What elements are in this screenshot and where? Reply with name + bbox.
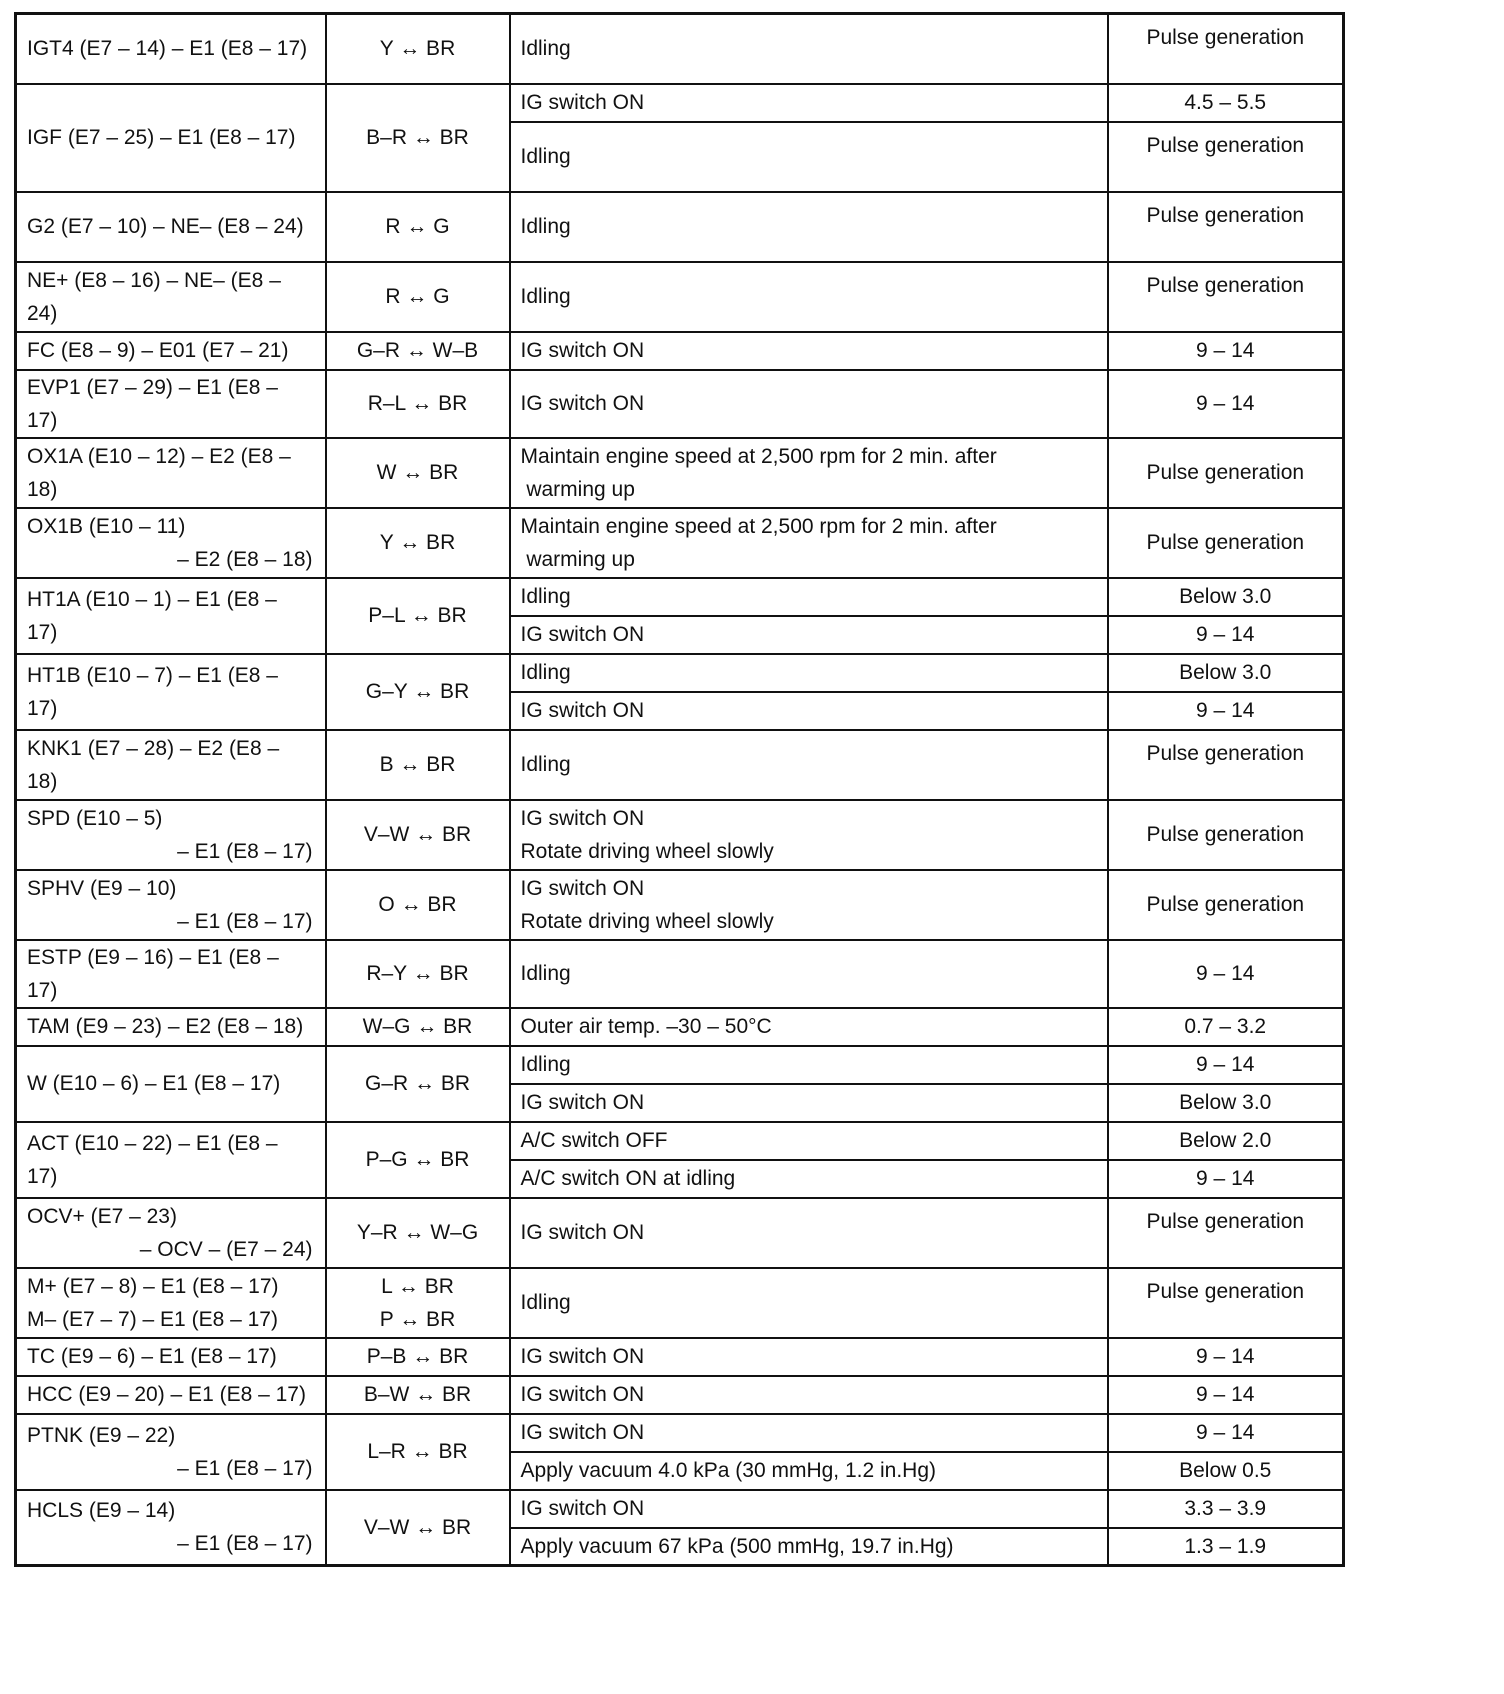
terminal-text: KNK1 (E7 – 28) – E2 (E8 – 18) xyxy=(27,736,280,793)
std-voltage-cell xyxy=(1108,1084,1344,1122)
terminal-cell xyxy=(16,1008,326,1046)
condition-cell xyxy=(510,1122,1108,1160)
terminal-text: W (E10 – 6) – E1 (E8 – 17) xyxy=(27,1072,281,1095)
terminal-cell xyxy=(16,1490,326,1566)
condition-text: IG switch ON xyxy=(520,1345,645,1368)
table-row xyxy=(16,1122,1344,1160)
condition-text: Apply vacuum 67 kPa (500 mmHg, 19.7 in.Hg) xyxy=(520,1534,954,1558)
std-voltage-text: 9 – 14 xyxy=(1196,1421,1255,1444)
condition-cell xyxy=(510,940,1108,1008)
std-voltage-cell xyxy=(1108,1376,1344,1414)
condition-text: Maintain engine speed at 2,500 rpm for 2 min. after xyxy=(520,514,997,538)
table-row xyxy=(16,800,1344,870)
std-voltage-text: 0.7 – 3.2 xyxy=(1184,1015,1267,1038)
std-voltage-cell xyxy=(1108,1268,1344,1338)
terminal-text: PTNK (E9 – 22) xyxy=(27,1423,176,1447)
std-voltage-text: 3.3 – 3.9 xyxy=(1184,1497,1267,1520)
table-row xyxy=(16,1376,1344,1414)
terminal-text: OX1B (E10 – 11) xyxy=(27,514,186,538)
condition-cell xyxy=(510,1414,1108,1452)
std-voltage-cell xyxy=(1108,1008,1344,1046)
terminal-cell xyxy=(16,1338,326,1376)
condition-cell xyxy=(510,332,1108,370)
condition-cell xyxy=(510,508,1108,578)
terminal-cell xyxy=(16,1414,326,1490)
std-voltage-text: Below 3.0 xyxy=(1179,1091,1272,1114)
wiring-color-cell xyxy=(326,940,510,1008)
wiring-color-cell xyxy=(326,508,510,578)
table-row xyxy=(16,578,1344,616)
terminal-cell xyxy=(16,192,326,262)
condition-text: IG switch ON xyxy=(520,339,645,362)
std-voltage-text: 9 – 14 xyxy=(1196,1383,1255,1406)
wiring-color-cell xyxy=(326,870,510,940)
std-voltage-text: Pulse generation xyxy=(1146,133,1305,157)
wiring-color-text: B–W ↔ BR xyxy=(363,1383,472,1406)
wiring-color-text: P–B ↔ BR xyxy=(366,1345,469,1368)
terminal-text: OX1A (E10 – 12) – E2 (E8 – xyxy=(27,444,291,468)
std-voltage-text: 9 – 14 xyxy=(1196,1167,1255,1190)
condition-text: IG switch ON xyxy=(520,1221,645,1244)
condition-cell xyxy=(510,616,1108,654)
wiring-color-text: Y ↔ BR xyxy=(379,531,456,554)
wiring-color-cell xyxy=(326,370,510,438)
condition-text: IG switch ON xyxy=(520,876,645,900)
terminal-text: – OCV – (E7 – 24) xyxy=(139,1237,313,1261)
terminal-text: OCV+ (E7 – 23) xyxy=(27,1204,177,1228)
std-voltage-cell xyxy=(1108,14,1344,84)
wiring-color-cell xyxy=(326,262,510,332)
terminal-text: 18) xyxy=(27,477,58,501)
terminal-text: EVP1 (E7 – 29) – E1 (E8 – 17) xyxy=(27,375,278,432)
wiring-color-text: P–G ↔ BR xyxy=(365,1148,470,1171)
std-voltage-text: Below 0.5 xyxy=(1179,1459,1272,1482)
condition-text: IG switch ON xyxy=(520,699,645,722)
std-voltage-cell xyxy=(1108,730,1344,800)
condition-text: Idling xyxy=(520,962,571,985)
condition-text: IG switch ON xyxy=(520,1497,645,1520)
std-voltage-cell xyxy=(1108,800,1344,870)
condition-text: Rotate driving wheel slowly xyxy=(520,839,774,863)
wiring-color-text: W ↔ BR xyxy=(376,461,459,484)
condition-cell xyxy=(510,262,1108,332)
std-voltage-cell xyxy=(1108,654,1344,692)
table-row xyxy=(16,730,1344,800)
wiring-color-cell xyxy=(326,332,510,370)
std-voltage-text: Pulse generation xyxy=(1146,273,1305,297)
terminal-cell xyxy=(16,508,326,578)
condition-text: Idling xyxy=(520,37,571,61)
condition-cell xyxy=(510,1160,1108,1198)
terminal-cell xyxy=(16,14,326,84)
terminal-text: IGF (E7 – 25) – E1 (E8 – 17) xyxy=(27,126,296,149)
terminal-text: – E2 (E8 – 18) xyxy=(177,547,313,571)
terminal-text: HCLS (E9 – 14) xyxy=(27,1499,176,1523)
table-row xyxy=(16,370,1344,438)
wiring-color-cell xyxy=(326,1338,510,1376)
std-voltage-cell xyxy=(1108,870,1344,940)
std-voltage-text: 9 – 14 xyxy=(1196,623,1255,646)
terminal-cell xyxy=(16,1046,326,1122)
condition-text: IG switch ON xyxy=(520,1091,645,1114)
std-voltage-cell xyxy=(1108,332,1344,370)
table-row xyxy=(16,508,1344,578)
std-voltage-cell xyxy=(1108,1414,1344,1452)
condition-text: A/C switch OFF xyxy=(520,1129,668,1152)
wiring-color-cell xyxy=(326,730,510,800)
wiring-color-text: G–R ↔ W–B xyxy=(356,339,479,362)
wiring-color-text: R–Y ↔ BR xyxy=(366,962,469,985)
std-voltage-text: 9 – 14 xyxy=(1196,1345,1255,1368)
condition-text: A/C switch ON at idling xyxy=(520,1167,736,1190)
condition-text: Maintain engine speed at 2,500 rpm for 2 min. after xyxy=(520,444,997,468)
condition-text: IG switch ON xyxy=(520,806,645,830)
condition-cell xyxy=(510,14,1108,84)
condition-text: Rotate driving wheel slowly xyxy=(520,909,774,933)
condition-text: IG switch ON xyxy=(520,623,645,646)
std-voltage-text: Pulse generation xyxy=(1146,203,1305,227)
terminal-text: SPHV (E9 – 10) xyxy=(27,876,177,900)
wiring-color-text: R–L ↔ BR xyxy=(367,392,468,415)
wiring-color-cell xyxy=(326,578,510,654)
table-row xyxy=(16,192,1344,262)
condition-cell xyxy=(510,1008,1108,1046)
wiring-color-text: P ↔ BR xyxy=(379,1307,456,1331)
table-row xyxy=(16,1198,1344,1268)
condition-cell xyxy=(510,692,1108,730)
terminal-cell xyxy=(16,800,326,870)
condition-cell xyxy=(510,192,1108,262)
wiring-color-text: R ↔ G xyxy=(385,215,450,238)
condition-cell xyxy=(510,800,1108,870)
condition-cell xyxy=(510,1046,1108,1084)
condition-text: Idling xyxy=(520,145,571,168)
std-voltage-text: Pulse generation xyxy=(1146,1279,1305,1303)
condition-cell xyxy=(510,1528,1108,1566)
condition-text: Idling xyxy=(520,585,571,608)
wiring-color-text: P–L ↔ BR xyxy=(368,604,467,627)
condition-text: warming up xyxy=(520,547,635,571)
terminal-cell xyxy=(16,370,326,438)
std-voltage-text: 9 – 14 xyxy=(1196,962,1255,985)
terminal-text: HCC (E9 – 20) – E1 (E8 – 17) xyxy=(27,1383,306,1406)
wiring-color-cell xyxy=(326,654,510,730)
condition-cell xyxy=(510,1490,1108,1528)
terminal-cell xyxy=(16,1376,326,1414)
condition-text: IG switch ON xyxy=(520,1383,645,1406)
table-row xyxy=(16,438,1344,508)
table-row xyxy=(16,1490,1344,1528)
terminal-cell xyxy=(16,1198,326,1268)
std-voltage-cell xyxy=(1108,1198,1344,1268)
condition-cell xyxy=(510,870,1108,940)
condition-text: Idling xyxy=(520,285,571,308)
wiring-color-text: B ↔ BR xyxy=(379,753,456,776)
std-voltage-cell xyxy=(1108,262,1344,332)
std-voltage-cell xyxy=(1108,1528,1344,1566)
terminal-text: HT1B (E10 – 7) – E1 (E8 – 17) xyxy=(27,663,278,720)
wiring-color-cell xyxy=(326,1198,510,1268)
condition-text: Idling xyxy=(520,215,571,238)
wiring-color-text: O ↔ BR xyxy=(378,893,457,916)
wiring-color-cell xyxy=(326,438,510,508)
condition-cell xyxy=(510,730,1108,800)
terminal-text: HT1A (E10 – 1) – E1 (E8 – 17) xyxy=(27,587,277,644)
std-voltage-text: Below 2.0 xyxy=(1179,1129,1272,1152)
terminal-cell xyxy=(16,332,326,370)
wiring-color-cell xyxy=(326,1122,510,1198)
std-voltage-cell xyxy=(1108,84,1344,122)
table-row xyxy=(16,84,1344,122)
condition-text: Idling xyxy=(520,661,571,684)
wiring-color-text: Y–R ↔ W–G xyxy=(356,1221,479,1244)
table-row xyxy=(16,870,1344,940)
condition-cell xyxy=(510,1268,1108,1338)
wiring-color-cell xyxy=(326,1268,510,1338)
std-voltage-text: 9 – 14 xyxy=(1196,392,1255,415)
wiring-color-text: W–G ↔ BR xyxy=(362,1015,473,1038)
terminal-text: SPD (E10 – 5) xyxy=(27,806,163,830)
table-row xyxy=(16,1338,1344,1376)
wiring-color-text: Y ↔ BR xyxy=(379,37,456,61)
terminal-cell xyxy=(16,1268,326,1338)
condition-cell xyxy=(510,1452,1108,1490)
std-voltage-text: Pulse generation xyxy=(1146,741,1305,765)
condition-text: IG switch ON xyxy=(520,91,645,114)
table-row xyxy=(16,1046,1344,1084)
wiring-color-cell xyxy=(326,1008,510,1046)
terminal-text: TC (E9 – 6) – E1 (E8 – 17) xyxy=(27,1345,277,1368)
std-voltage-cell xyxy=(1108,940,1344,1008)
terminal-text: TAM (E9 – 23) – E2 (E8 – 18) xyxy=(27,1015,304,1038)
std-voltage-text: 4.5 – 5.5 xyxy=(1184,91,1267,114)
table-row xyxy=(16,940,1344,1008)
std-voltage-text: Pulse generation xyxy=(1146,823,1305,846)
table-row xyxy=(16,14,1344,84)
wiring-color-cell xyxy=(326,192,510,262)
terminal-cell xyxy=(16,438,326,508)
condition-cell xyxy=(510,1376,1108,1414)
condition-text: warming up xyxy=(520,477,635,501)
condition-cell xyxy=(510,122,1108,192)
condition-cell xyxy=(510,654,1108,692)
std-voltage-text: Below 3.0 xyxy=(1179,661,1272,684)
wiring-color-cell xyxy=(326,1414,510,1490)
table-row xyxy=(16,262,1344,332)
terminal-voltage-table-sheet xyxy=(14,12,1345,1567)
table-row xyxy=(16,1008,1344,1046)
std-voltage-cell xyxy=(1108,370,1344,438)
std-voltage-text: 9 – 14 xyxy=(1196,1053,1255,1076)
std-voltage-cell xyxy=(1108,192,1344,262)
terminal-text: – E1 (E8 – 17) xyxy=(177,1532,313,1556)
condition-text: IG switch ON xyxy=(520,1421,645,1444)
std-voltage-cell xyxy=(1108,122,1344,192)
condition-text: Idling xyxy=(520,753,571,776)
std-voltage-text: 9 – 14 xyxy=(1196,699,1255,722)
std-voltage-text: 1.3 – 1.9 xyxy=(1184,1534,1267,1558)
std-voltage-text: Pulse generation xyxy=(1146,1209,1305,1233)
table-row xyxy=(16,654,1344,692)
table-row xyxy=(16,1414,1344,1452)
terminal-cell xyxy=(16,262,326,332)
wiring-color-cell xyxy=(326,14,510,84)
wiring-color-text: V–W ↔ BR xyxy=(363,1515,472,1539)
condition-cell xyxy=(510,1338,1108,1376)
wiring-color-text: L–R ↔ BR xyxy=(367,1440,468,1463)
terminal-cell xyxy=(16,654,326,730)
std-voltage-cell xyxy=(1108,616,1344,654)
wiring-color-text: G–Y ↔ BR xyxy=(365,680,470,703)
terminal-cell xyxy=(16,870,326,940)
condition-cell xyxy=(510,578,1108,616)
std-voltage-text: 9 – 14 xyxy=(1196,339,1255,362)
wiring-color-text: B–R ↔ BR xyxy=(366,126,469,149)
condition-cell xyxy=(510,84,1108,122)
terminal-text: ACT (E10 – 22) – E1 (E8 – 17) xyxy=(27,1131,278,1188)
std-voltage-cell xyxy=(1108,438,1344,508)
wiring-color-cell xyxy=(326,1376,510,1414)
std-voltage-cell xyxy=(1108,1160,1344,1198)
std-voltage-cell xyxy=(1108,1122,1344,1160)
std-voltage-cell xyxy=(1108,1452,1344,1490)
condition-cell xyxy=(510,370,1108,438)
terminal-text: IGT4 (E7 – 14) – E1 (E8 – 17) xyxy=(27,37,308,61)
std-voltage-cell xyxy=(1108,692,1344,730)
table-row xyxy=(16,332,1344,370)
wiring-color-text: G–R ↔ BR xyxy=(364,1072,471,1095)
condition-cell xyxy=(510,1198,1108,1268)
wiring-color-text: L ↔ BR xyxy=(381,1274,454,1298)
wiring-color-cell xyxy=(326,800,510,870)
wiring-color-text: V–W ↔ BR xyxy=(363,823,472,846)
terminal-cell xyxy=(16,578,326,654)
std-voltage-text: Pulse generation xyxy=(1146,461,1305,484)
condition-cell xyxy=(510,1084,1108,1122)
wiring-color-text: R ↔ G xyxy=(385,285,450,308)
table-row xyxy=(16,1268,1344,1338)
condition-cell xyxy=(510,438,1108,508)
std-voltage-cell xyxy=(1108,508,1344,578)
std-voltage-cell xyxy=(1108,1338,1344,1376)
terminal-text: – E1 (E8 – 17) xyxy=(177,839,313,863)
wiring-color-cell xyxy=(326,84,510,192)
wiring-color-cell xyxy=(326,1490,510,1566)
condition-text: Apply vacuum 4.0 kPa (30 mmHg, 1.2 in.Hg) xyxy=(520,1459,937,1482)
std-voltage-cell xyxy=(1108,1046,1344,1084)
condition-text: Idling xyxy=(520,1053,571,1076)
std-voltage-text: Pulse generation xyxy=(1146,531,1305,554)
condition-text: Idling xyxy=(520,1291,571,1314)
std-voltage-cell xyxy=(1108,1490,1344,1528)
std-voltage-text: Pulse generation xyxy=(1146,893,1305,916)
terminal-text: M+ (E7 – 8) – E1 (E8 – 17) xyxy=(27,1274,279,1298)
terminal-text: M– (E7 – 7) – E1 (E8 – 17) xyxy=(27,1307,278,1331)
terminal-text: FC (E8 – 9) – E01 (E7 – 21) xyxy=(27,339,289,362)
std-voltage-cell xyxy=(1108,578,1344,616)
condition-text: IG switch ON xyxy=(520,392,645,415)
terminal-text: – E1 (E8 – 17) xyxy=(177,1456,313,1480)
terminal-text: NE+ (E8 – 16) – NE– (E8 – 24) xyxy=(27,268,281,325)
std-voltage-text: Pulse generation xyxy=(1146,26,1305,49)
terminal-cell xyxy=(16,84,326,192)
terminal-cell xyxy=(16,730,326,800)
terminal-voltage-table xyxy=(14,12,1345,1567)
std-voltage-text: Below 3.0 xyxy=(1179,585,1272,608)
condition-text: Outer air temp. –30 – 50°C xyxy=(520,1015,772,1038)
terminal-text: G2 (E7 – 10) – NE– (E8 – 24) xyxy=(27,215,304,238)
wiring-color-cell xyxy=(326,1046,510,1122)
terminal-cell xyxy=(16,1122,326,1198)
terminal-cell xyxy=(16,940,326,1008)
terminal-text: ESTP (E9 – 16) – E1 (E8 – 17) xyxy=(27,945,279,1002)
terminal-text: – E1 (E8 – 17) xyxy=(177,909,313,933)
